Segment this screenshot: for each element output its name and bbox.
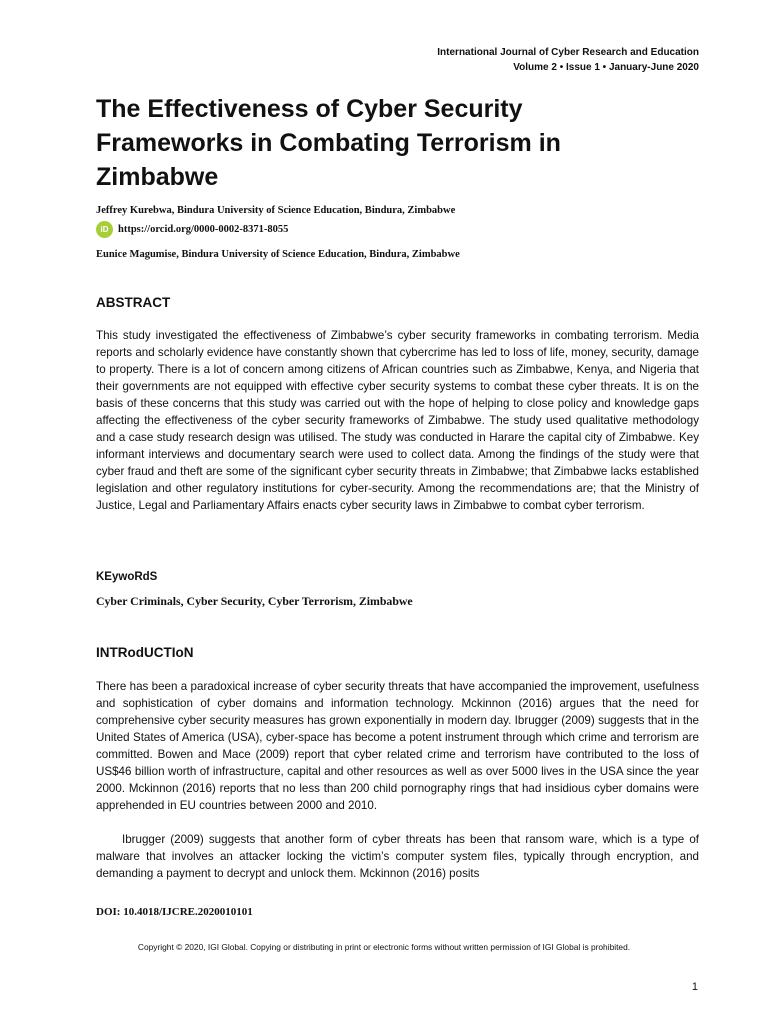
copyright-notice: Copyright © 2020, IGI Global. Copying or distributing in print or electronic forms without written permission of IGI Global is prohibited. bbox=[137, 942, 631, 952]
doi: DOI: 10.4018/IJCRE.2020010101 bbox=[96, 906, 253, 918]
orcid-link[interactable]: https://orcid.org/0000-0002-8371-8055 bbox=[118, 224, 289, 235]
orcid-icon: iD bbox=[96, 221, 113, 238]
keywords-heading: KEywoRdS bbox=[96, 571, 158, 583]
introduction-paragraph-2: Ibrugger (2009) suggests that another form of cyber threats has been that ransom ware, which is a type of malware that involves an attacker locking the victim’s computer system files, typically through encryption, and demanding a payment to decrypt and unlock them. Mckinnon (2016) posits bbox=[96, 833, 699, 880]
keywords-text: Cyber Criminals, Cyber Security, Cyber Terrorism, Zimbabwe bbox=[96, 594, 413, 608]
journal-header bbox=[437, 45, 699, 75]
author-1: Jeffrey Kurebwa, Bindura University of Science Education, Bindura, Zimbabwe bbox=[96, 205, 456, 216]
abstract-heading: ABSTRACT bbox=[96, 295, 171, 310]
journal-name: International Journal of Cyber Research and Education bbox=[437, 47, 699, 58]
author-2: Eunice Magumise, Bindura University of Science Education, Bindura, Zimbabwe bbox=[96, 249, 460, 260]
introduction-heading: INTRodUCTIoN bbox=[96, 645, 194, 660]
journal-issue: Volume 2 • Issue 1 • January-June 2020 bbox=[513, 62, 699, 73]
orcid-row bbox=[96, 221, 288, 238]
paper-title: The Effectiveness of Cyber Security Frameworks in Combating Terrorism in Zimbabwe bbox=[96, 95, 561, 191]
page-number: 1 bbox=[691, 981, 698, 993]
abstract-text: This study investigated the effectiveness of Zimbabwe’s cyber security frameworks in combating terrorism. Media reports and scholarly evidence have constantly shown that cybercrime has led to loss of life, money, security, damage to property. There is a lot of concern among citizens of African countries such as Zimbabwe, Kenya, and Nigeria that their governments are not equipped with effective cyber security systems to combat these cyber threats. It is on the basis of these concerns that this study was carried out with the hope of helping to close policy and knowledge gaps affecting the effectiveness of the cyber security frameworks of Zimbabwe. The study used qualitative methodology and a case study research design was utilised. The study was conducted in Harare the capital city of Zimbabwe. Key informant interviews and documentary search were used to collect data. Among the findings of the study were that cyber fraud and theft are some of the significant cyber security threats in Zimbabwe; that Zimbabwe lacks established legislation and other regulatory institutions for cyber-security. Among the recommendations are; that the Ministry of Justice, Legal and Parliamentary Affairs enacts cyber security laws in Zimbabwe to combat cyber terrorism. bbox=[96, 329, 699, 512]
introduction-paragraph-1: There has been a paradoxical increase of cyber security threats that have accompanied the improvement, usefulness and sophistication of cyber domains and information technology. Mckinnon (2016) argues that the need for comprehensive cyber security measures has grown exponentially in modern day. Ibrugger (2009) suggests that in the United States of America (USA), cyber-space has become a potent instrument through which crime and terrorism are committed. Bowen and Mace (2009) report that cyber related crime and terrorism have contributed to the loss of US$46 billion worth of infrastructure, capital and other resources as well as over 5000 lives in the USA since the year 2000. Mckinnon (2016) reports that no less than 200 child pornography rings that had insidious cyber domains were apprehended in EU countries between 2000 and 2010. bbox=[96, 680, 699, 812]
